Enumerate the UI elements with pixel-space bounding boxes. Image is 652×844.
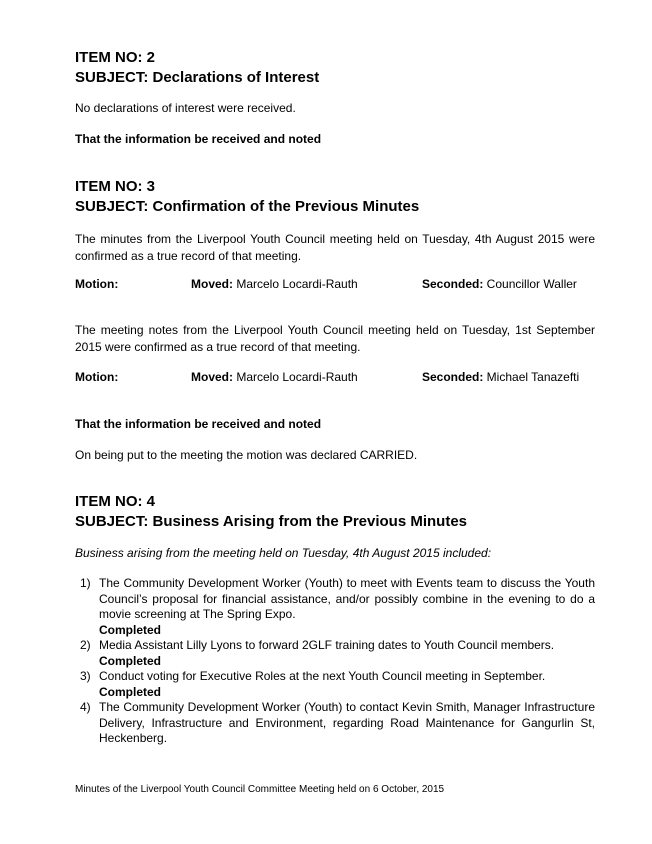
list-item-text: The Community Development Worker (Youth) to contact Kevin Smith, Manager Infrastructure Delivery, Infrastructure and Environment, regarding Road Maintenance for Gangurlin St, Heckenberg. — [99, 700, 595, 745]
item-number: ITEM NO: 4 — [75, 493, 156, 510]
list-item-status: Completed — [99, 653, 162, 668]
list-item-text: Conduct voting for Executive Roles at the next Youth Council meeting in September. — [99, 669, 546, 683]
moved-by: Moved: Marcelo Locardi-Rauth — [191, 370, 358, 384]
page-footer: Minutes of the Liverpool Youth Council Committee Meeting held on 6 October, 2015 — [75, 784, 445, 795]
list-item-status: Completed — [99, 622, 162, 637]
list-item-status: Completed — [99, 684, 162, 699]
list-item: 1) The Community Development Worker (Youth) to meet with Events team to discuss the Youth Council’s proposal for financial assistance, and/or possibly combine in the evening to do a movie screening at The Spring Expo. Completed — [80, 576, 595, 637]
item-subject: SUBJECT: Business Arising from the Previous Minutes — [75, 513, 468, 530]
motion-label: Motion: — [75, 370, 119, 384]
item-4-heading — [75, 492, 595, 532]
seconded-by: Seconded: Michael Tanazefti — [422, 370, 580, 384]
list-item-text: Media Assistant Lilly Lyons to forward 2GLF training dates to Youth Council members. — [99, 638, 555, 652]
item-number: ITEM NO: 2 — [75, 49, 156, 66]
item-3-paragraph-1: The minutes from the Liverpool Youth Council meeting held on Tuesday, 4th August 2015 were confirmed as a true record of that meeting. — [75, 232, 595, 263]
list-item: 3) Conduct voting for Executive Roles at the next Youth Council meeting in September. Completed — [75, 669, 595, 700]
list-item-text: The Community Development Worker (Youth) to meet with Events team to discuss the Youth Council’s proposal for financial assistance, and/or possibly combine in the evening to do a movie screening at The Spring Expo. — [99, 576, 595, 621]
business-arising-list — [75, 576, 595, 747]
motion-row-2 — [75, 369, 595, 386]
list-item: 2) Media Assistant Lilly Lyons to forward 2GLF training dates to Youth Council members. Completed — [75, 638, 595, 669]
motion-row-1 — [75, 276, 595, 293]
seconded-by: Seconded: Councillor Waller — [422, 277, 577, 291]
item-3-carried: On being put to the meeting the motion was declared CARRIED. — [75, 448, 418, 462]
item-4-intro: Business arising from the meeting held on Tuesday, 4th August 2015 included: — [75, 546, 492, 560]
item-3-paragraph-2: The meeting notes from the Liverpool Youth Council meeting held on Tuesday, 1st September 2015 were confirmed as a true record of that meeting. — [75, 323, 595, 354]
item-3-resolution: That the information be received and noted — [75, 417, 322, 431]
motion-label: Motion: — [75, 277, 119, 291]
item-subject: SUBJECT: Confirmation of the Previous Minutes — [75, 198, 420, 215]
item-3-heading — [75, 177, 595, 217]
item-number: ITEM NO: 3 — [75, 178, 156, 195]
item-subject: SUBJECT: Declarations of Interest — [75, 69, 320, 86]
moved-by: Moved: Marcelo Locardi-Rauth — [191, 277, 358, 291]
item-2-heading — [75, 48, 595, 88]
item-2-paragraph: No declarations of interest were received. — [75, 101, 296, 115]
item-2-resolution: That the information be received and noted — [75, 132, 322, 146]
list-item: 4) The Community Development Worker (Youth) to contact Kevin Smith, Manager Infrastructure Delivery, Infrastructure and Environment, regarding Road Maintenance for Gangurlin St, Heckenberg. — [80, 700, 595, 745]
